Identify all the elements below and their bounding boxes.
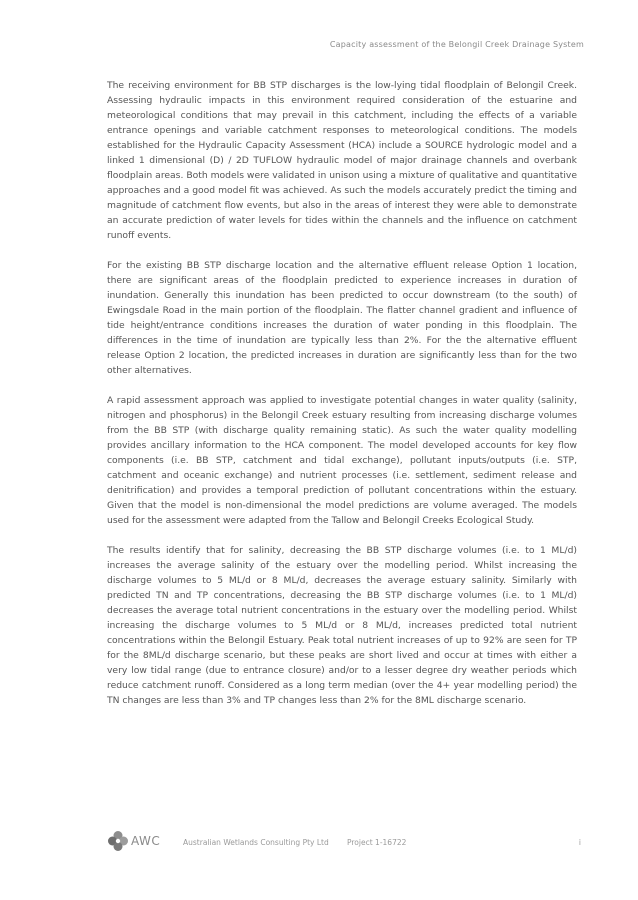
project-number: Project 1-16722 <box>347 838 407 847</box>
running-header: Capacity assessment of the Belongil Creek Drainage System <box>329 40 584 49</box>
awc-logo-circles-icon <box>107 830 129 852</box>
company-name: Australian Wetlands Consulting Pty Ltd <box>183 838 329 847</box>
paragraph-inundation: For the existing BB STP discharge location and the alternative effluent release Option 1 location, there are significant areas of the floodplain predicted to experience increases in duration of inundation. Generally this inundation has been predicted to occur downstream (to the south) of Ewingsdale Road in the main portion of the floodplain. The flatter channel gradient and influence of tide height/entrance conditions increases the duration of water ponding in this floodplain. The differences in the time of inundation are typically less than 2%. For the the alternative effluent release Option 2 location, the predicted increases in duration are significantly less than for the two other alternatives. <box>107 260 577 376</box>
page-number: i <box>578 838 581 847</box>
logo-text: AWC <box>131 834 161 848</box>
paragraph-water-quality-approach: A rapid assessment approach was applied to investigate potential changes in water quality (salinity, nitrogen and phosphorus) in the Belongil Creek estuary resulting from increasing discharge volumes from the BB STP (with discharge quality remaining static). As such the water quality modelling provides ancillary information to the HCA component. The model developed accounts for key flow components (i.e. BB STP, catchment and tidal exchange), pollutant inputs/outputs (i.e. STP, catchment and oceanic exchange) and nutrient processes (i.e. settlement, sediment release and denitrification) and provides a temporal prediction of pollutant concentrations within the estuary. Given that the model is non-dimensional the model predictions are volume averaged. The models used for the assessment were adapted from the Tallow and Belongil Creeks Ecological Study. <box>107 395 577 526</box>
page-footer <box>107 830 581 860</box>
paragraph-results: The results identify that for salinity, decreasing the BB STP discharge volumes (i.e. to 1 ML/d) increases the average salinity of the estuary over the modelling period. Whilst increasing the discharge volumes to 5 ML/d or 8 ML/d, decreases the average estuary salinity. Similarly with predicted TN and TP concentrations, decreasing the BB STP discharge volumes (i.e. to 1 ML/d) decreases the average total nutrient concentrations in the estuary over the modelling period. Whilst increasing the discharge volumes to 5 ML/d or 8 ML/d, increases predicted total nutrient concentrations within the Belongil Estuary. Peak total nutrient increases of up to 92% are seen for TP for the 8ML/d discharge scenario, but these peaks are short lived and occur at times with either a very low tidal range (due to entrance closure) and/or to a lesser degree dry weather periods which reduce catchment runoff. Considered as a long term median (over the 4+ year modelling period) the TN changes are less than 3% and TP changes less than 2% for the 8ML discharge scenario. <box>107 545 577 706</box>
body-content <box>107 78 577 723</box>
paragraph-receiving-environment: The receiving environment for BB STP discharges is the low-lying tidal floodplain of Belongil Creek. Assessing hydraulic impacts in this environment required consideration of the estuarine and meteorological conditions that may prevail in this catchment, including the effects of a variable entrance openings and variable catchment responses to meteorological conditions. The models established for the Hydraulic Capacity Assessment (HCA) include a SOURCE hydrologic model and a linked 1 dimensional (D) / 2D TUFLOW hydraulic model of major drainage channels and overbank floodplain areas. Both models were validated in unison using a mixture of qualitative and quantitative approaches and a good model fit was achieved. As such the models accurately predict the timing and magnitude of catchment flow events, but also in the areas of interest they were able to demonstrate an accurate prediction of water levels for tides within the channels and the influence on catchment runoff events. <box>107 80 577 241</box>
